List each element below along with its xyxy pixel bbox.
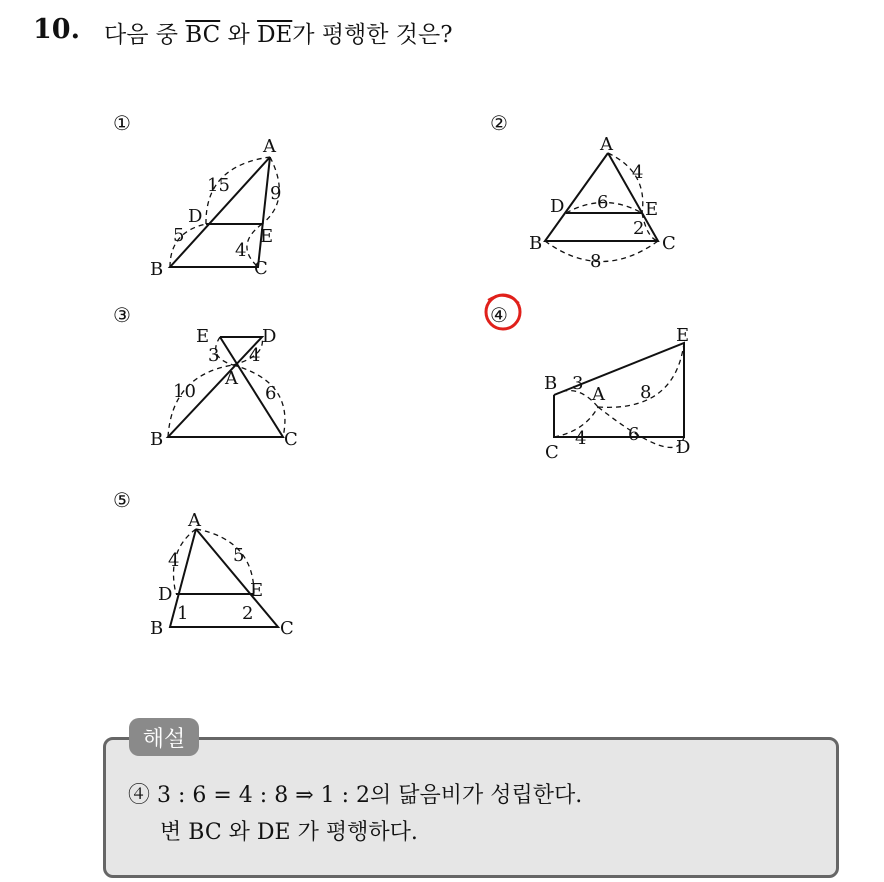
c4-label-e: E (676, 325, 690, 346)
c5-marker[interactable]: ⑤ (113, 488, 131, 512)
explanation-tag: 해설 (129, 718, 199, 756)
c4-marker[interactable]: ④ (490, 303, 508, 327)
c2-marker[interactable]: ② (490, 111, 508, 135)
c3-len-ae: 3 (208, 345, 220, 366)
c2-label-b: B (529, 233, 543, 254)
c4-len-ca: 4 (575, 428, 587, 449)
c4-label-d: D (676, 437, 691, 458)
c2-len-ec: 2 (633, 218, 645, 239)
c5-label-e: E (250, 580, 264, 601)
c2-label-c: C (662, 233, 676, 254)
c4-len-ad: 6 (628, 424, 640, 445)
segment-bc: $\overline{BC}$ (185, 22, 221, 48)
c4-arc-ad (598, 407, 684, 447)
c5-len-ae: 5 (233, 545, 245, 566)
question-prefix: 다음 중 (104, 22, 186, 48)
c3-label-a: A (225, 368, 238, 389)
c2-len-de: 6 (597, 192, 609, 213)
c2-label-e: E (645, 199, 659, 220)
c4-label-a: A (592, 384, 605, 405)
c1-len-ad: 15 (207, 175, 230, 196)
c3-len-ab: 10 (173, 381, 196, 402)
c1-label-d: D (188, 206, 203, 227)
c2-arc-bc (545, 241, 658, 262)
c1-marker[interactable]: ① (113, 111, 131, 135)
c5-label-c: C (280, 618, 294, 639)
c3-marker[interactable]: ③ (113, 303, 131, 327)
c3-len-ad: 4 (249, 345, 261, 366)
explanation-line-2: 변 BC 와 DE 가 평행하다. (160, 820, 418, 845)
c4-len-ba: 3 (572, 373, 584, 394)
c1-len-ae: 9 (270, 183, 282, 204)
c1-triangle (170, 157, 270, 267)
c3-label-c: C (284, 429, 298, 450)
c3-label-e: E (196, 326, 210, 347)
c5-label-a: A (188, 510, 201, 531)
c3-label-d: D (262, 326, 277, 347)
c4-label-c: C (545, 442, 559, 463)
c5-len-ec: 2 (242, 603, 254, 624)
c5-len-db: 1 (177, 603, 189, 624)
c5-label-b: B (150, 618, 164, 639)
c1-len-db: 5 (173, 225, 185, 246)
c4-len-ae: 8 (640, 382, 652, 403)
c1-label-c: C (254, 258, 268, 279)
explanation-line-1: ④ 3 : 6 = 4 : 8 ⇒ 1 : 2의 닮음비가 성립한다. (128, 783, 583, 808)
c1-label-b: B (150, 259, 164, 280)
c2-label-d: D (550, 196, 565, 217)
question-mid: 와 (220, 22, 258, 48)
c5-len-ad: 4 (168, 550, 180, 571)
c1-label-a: A (263, 136, 276, 157)
segment-de: $\overline{DE}$ (257, 22, 293, 48)
question-number: 10. (33, 14, 80, 45)
c1-len-ec: 4 (235, 240, 247, 261)
c4-label-b: B (544, 373, 558, 394)
c2-len-bc: 8 (590, 251, 602, 272)
c2-len-ae: 4 (632, 162, 644, 183)
c2-label-a: A (600, 134, 613, 155)
c3-label-b: B (150, 429, 164, 450)
c3-len-ac: 6 (265, 383, 277, 404)
c5-label-d: D (158, 584, 173, 605)
question-suffix: 가 평행한 것은? (292, 22, 453, 48)
c1-label-e: E (260, 226, 274, 247)
